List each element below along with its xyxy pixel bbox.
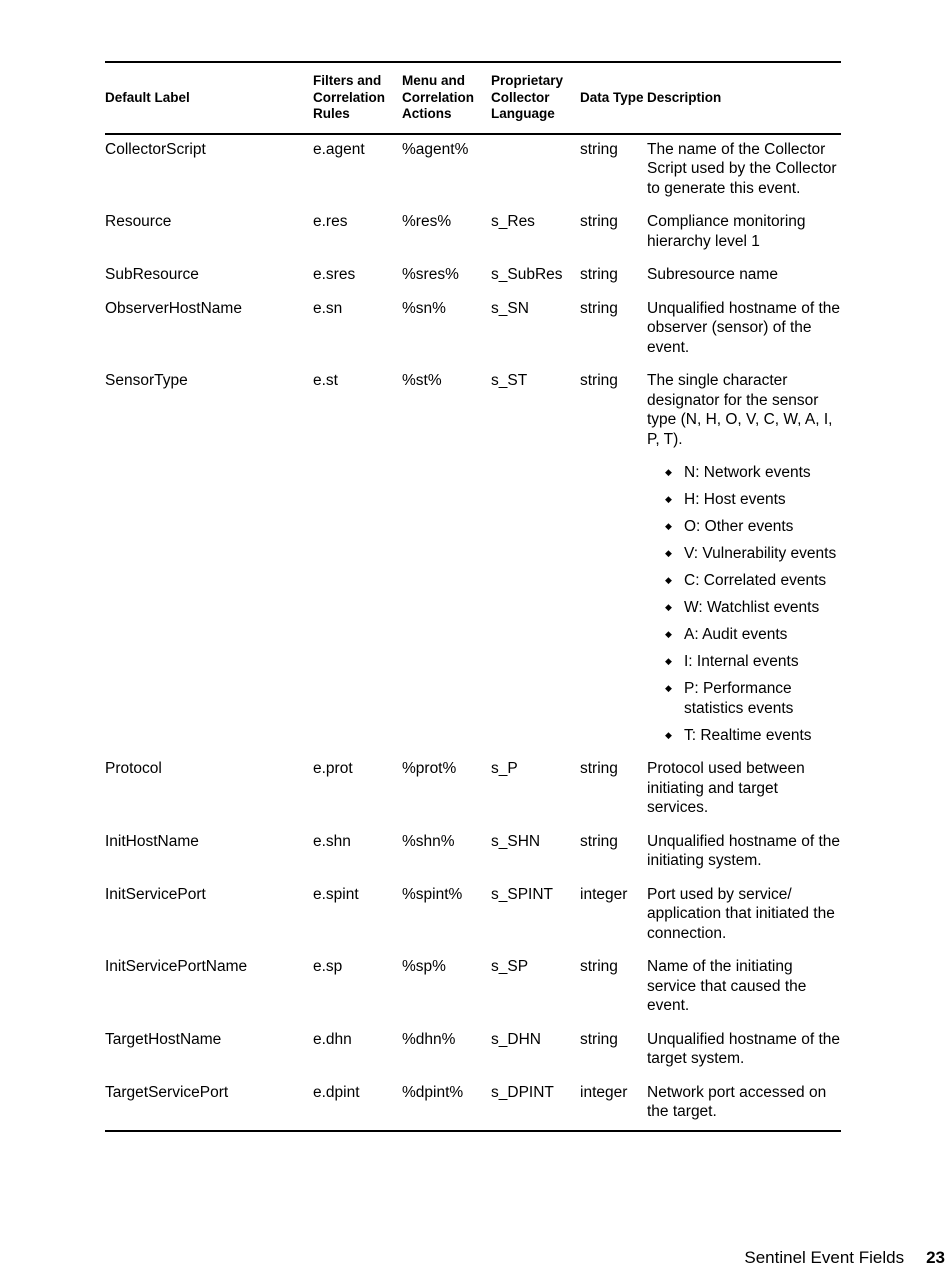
cell-menu: %spint% — [402, 885, 463, 903]
diamond-bullet-icon: ◆ — [665, 575, 672, 585]
cell-filter: e.spint — [313, 885, 359, 903]
cell-description-with-list — [647, 371, 841, 759]
cell-filter: e.dhn — [313, 1030, 352, 1048]
cell-proprietary: s_SHN — [491, 832, 541, 850]
cell-filter: e.dpint — [313, 1083, 360, 1101]
cell-description: Network port accessed on the target. — [647, 1083, 827, 1120]
cell-proprietary: s_Res — [491, 213, 535, 230]
cell-filter: e.sres — [313, 266, 356, 283]
cell-filter: e.res — [313, 213, 348, 230]
cell-description: The single character designator for the sensor type (N, H, O, V, C, W, A, I, P, T). — [647, 372, 833, 448]
header-data-type: Data Type — [580, 63, 647, 134]
cell-label: InitHostName — [105, 832, 199, 850]
list-item-text: W: Watchlist events — [684, 599, 820, 616]
cell-filter: e.agent — [313, 140, 365, 158]
cell-proprietary: s_P — [491, 760, 518, 777]
header-row — [105, 63, 841, 134]
table-row — [105, 212, 841, 265]
diamond-bullet-icon: ◆ — [665, 683, 672, 693]
cell-type: string — [580, 266, 618, 283]
cell-proprietary — [491, 134, 580, 213]
cell-label: ObserverHostName — [105, 299, 242, 317]
cell-proprietary: s_DHN — [491, 1030, 541, 1048]
diamond-bullet-icon: ◆ — [665, 548, 672, 558]
cell-menu: %prot% — [402, 760, 457, 777]
cell-type: string — [580, 958, 618, 975]
diamond-bullet-icon: ◆ — [665, 629, 672, 639]
table-row — [105, 134, 841, 213]
list-item-text: I: Internal events — [684, 653, 799, 670]
cell-proprietary: s_SN — [491, 299, 529, 317]
cell-proprietary: s_SubRes — [491, 266, 563, 283]
header-proprietary-collector-language: Proprietary Collector Language — [491, 63, 580, 134]
diamond-bullet-icon: ◆ — [665, 656, 672, 666]
cell-type: integer — [580, 1083, 628, 1101]
table-row — [105, 832, 841, 885]
cell-description: Subresource name — [647, 266, 778, 283]
cell-label: TargetHostName — [105, 1030, 222, 1048]
table-row — [105, 759, 841, 832]
list-item-text: P: Performance statistics events — [684, 680, 794, 717]
table-header — [105, 63, 841, 134]
cell-filter: e.sn — [313, 299, 343, 317]
cell-type: string — [580, 299, 618, 317]
header-default-label: Default Label — [105, 63, 313, 134]
cell-description: Port used by service/ application that initiated the connection. — [647, 885, 835, 942]
table-row — [105, 265, 841, 299]
list-item — [665, 625, 841, 645]
cell-type: string — [580, 832, 618, 850]
diamond-bullet-icon: ◆ — [665, 602, 672, 612]
cell-description: Compliance monitoring hierarchy level 1 — [647, 213, 806, 250]
cell-description: Name of the initiating service that caused the event. — [647, 958, 807, 1014]
header-menu-correlation-actions: Menu and Correlation Actions — [402, 63, 491, 134]
cell-label: CollectorScript — [105, 140, 206, 158]
event-fields-table — [105, 63, 841, 1130]
cell-type: integer — [580, 885, 628, 903]
list-item — [665, 598, 841, 618]
list-item-text: V: Vulnerability events — [684, 545, 837, 562]
cell-proprietary: s_DPINT — [491, 1083, 554, 1101]
event-fields-table-wrapper — [105, 61, 841, 1132]
list-item — [665, 544, 841, 564]
list-item — [665, 517, 841, 537]
sensor-type-list — [647, 463, 841, 745]
header-filters-correlation-rules: Filters and Correlation Rules — [313, 63, 402, 134]
cell-description: Unqualified hostname of the initiating system. — [647, 832, 841, 869]
cell-menu: %sres% — [402, 266, 459, 283]
cell-label: InitServicePortName — [105, 958, 248, 975]
cell-type: string — [580, 1030, 618, 1048]
diamond-bullet-icon: ◆ — [665, 521, 672, 531]
list-item-text: N: Network events — [684, 464, 811, 481]
cell-menu: %res% — [402, 213, 452, 230]
list-item — [665, 571, 841, 591]
cell-label: SubResource — [105, 266, 199, 283]
cell-description: Unqualified hostname of the observer (sensor) of the event. — [647, 299, 841, 356]
table-row — [105, 957, 841, 1030]
cell-description: The name of the Collector Script used by the Collector to generate this event. — [647, 140, 837, 197]
diamond-bullet-icon: ◆ — [665, 729, 672, 740]
page-number: 23 — [926, 1248, 945, 1267]
cell-label: InitServicePort — [105, 885, 206, 903]
cell-description: Protocol used between initiating and target services. — [647, 760, 805, 816]
cell-menu: %dhn% — [402, 1030, 456, 1048]
cell-menu: %st% — [402, 372, 442, 389]
cell-filter: e.st — [313, 372, 338, 389]
list-item — [665, 652, 841, 672]
list-item-text: T: Realtime events — [684, 726, 812, 744]
cell-filter: e.prot — [313, 760, 353, 777]
list-item-text: O: Other events — [684, 518, 794, 535]
cell-menu: %sn% — [402, 299, 446, 317]
footer-section-title: Sentinel Event Fields — [744, 1248, 905, 1267]
table-row — [105, 885, 841, 958]
list-item-text: A: Audit events — [684, 626, 788, 643]
cell-menu: %sp% — [402, 958, 446, 975]
cell-label: Protocol — [105, 760, 162, 777]
list-item-text: H: Host events — [684, 491, 786, 508]
header-description: Description — [647, 63, 841, 134]
cell-menu: %shn% — [402, 832, 455, 850]
cell-proprietary: s_SP — [491, 958, 529, 975]
cell-menu: %agent% — [402, 140, 469, 158]
cell-filter: e.sp — [313, 958, 343, 975]
table-row — [105, 1030, 841, 1083]
cell-proprietary: s_ST — [491, 372, 528, 389]
cell-type: string — [580, 213, 618, 230]
diamond-bullet-icon: ◆ — [665, 467, 672, 477]
cell-label: SensorType — [105, 372, 188, 389]
cell-type: string — [580, 760, 618, 777]
cell-description: Unqualified hostname of the target system. — [647, 1030, 841, 1067]
cell-type: string — [580, 140, 618, 158]
cell-label: Resource — [105, 213, 172, 230]
cell-type: string — [580, 372, 618, 389]
cell-label: TargetServicePort — [105, 1083, 229, 1101]
table-row — [105, 1083, 841, 1130]
list-item — [665, 463, 841, 483]
cell-filter: e.shn — [313, 832, 351, 850]
diamond-bullet-icon: ◆ — [665, 494, 672, 504]
list-item — [665, 726, 841, 746]
table-body — [105, 134, 841, 1130]
list-item — [665, 490, 841, 510]
list-item-text: C: Correlated events — [684, 572, 827, 589]
list-item — [665, 679, 841, 718]
cell-proprietary: s_SPINT — [491, 885, 554, 903]
table-row — [105, 299, 841, 372]
table-row — [105, 371, 841, 759]
cell-menu: %dpint% — [402, 1083, 464, 1101]
page-footer — [0, 1248, 945, 1268]
